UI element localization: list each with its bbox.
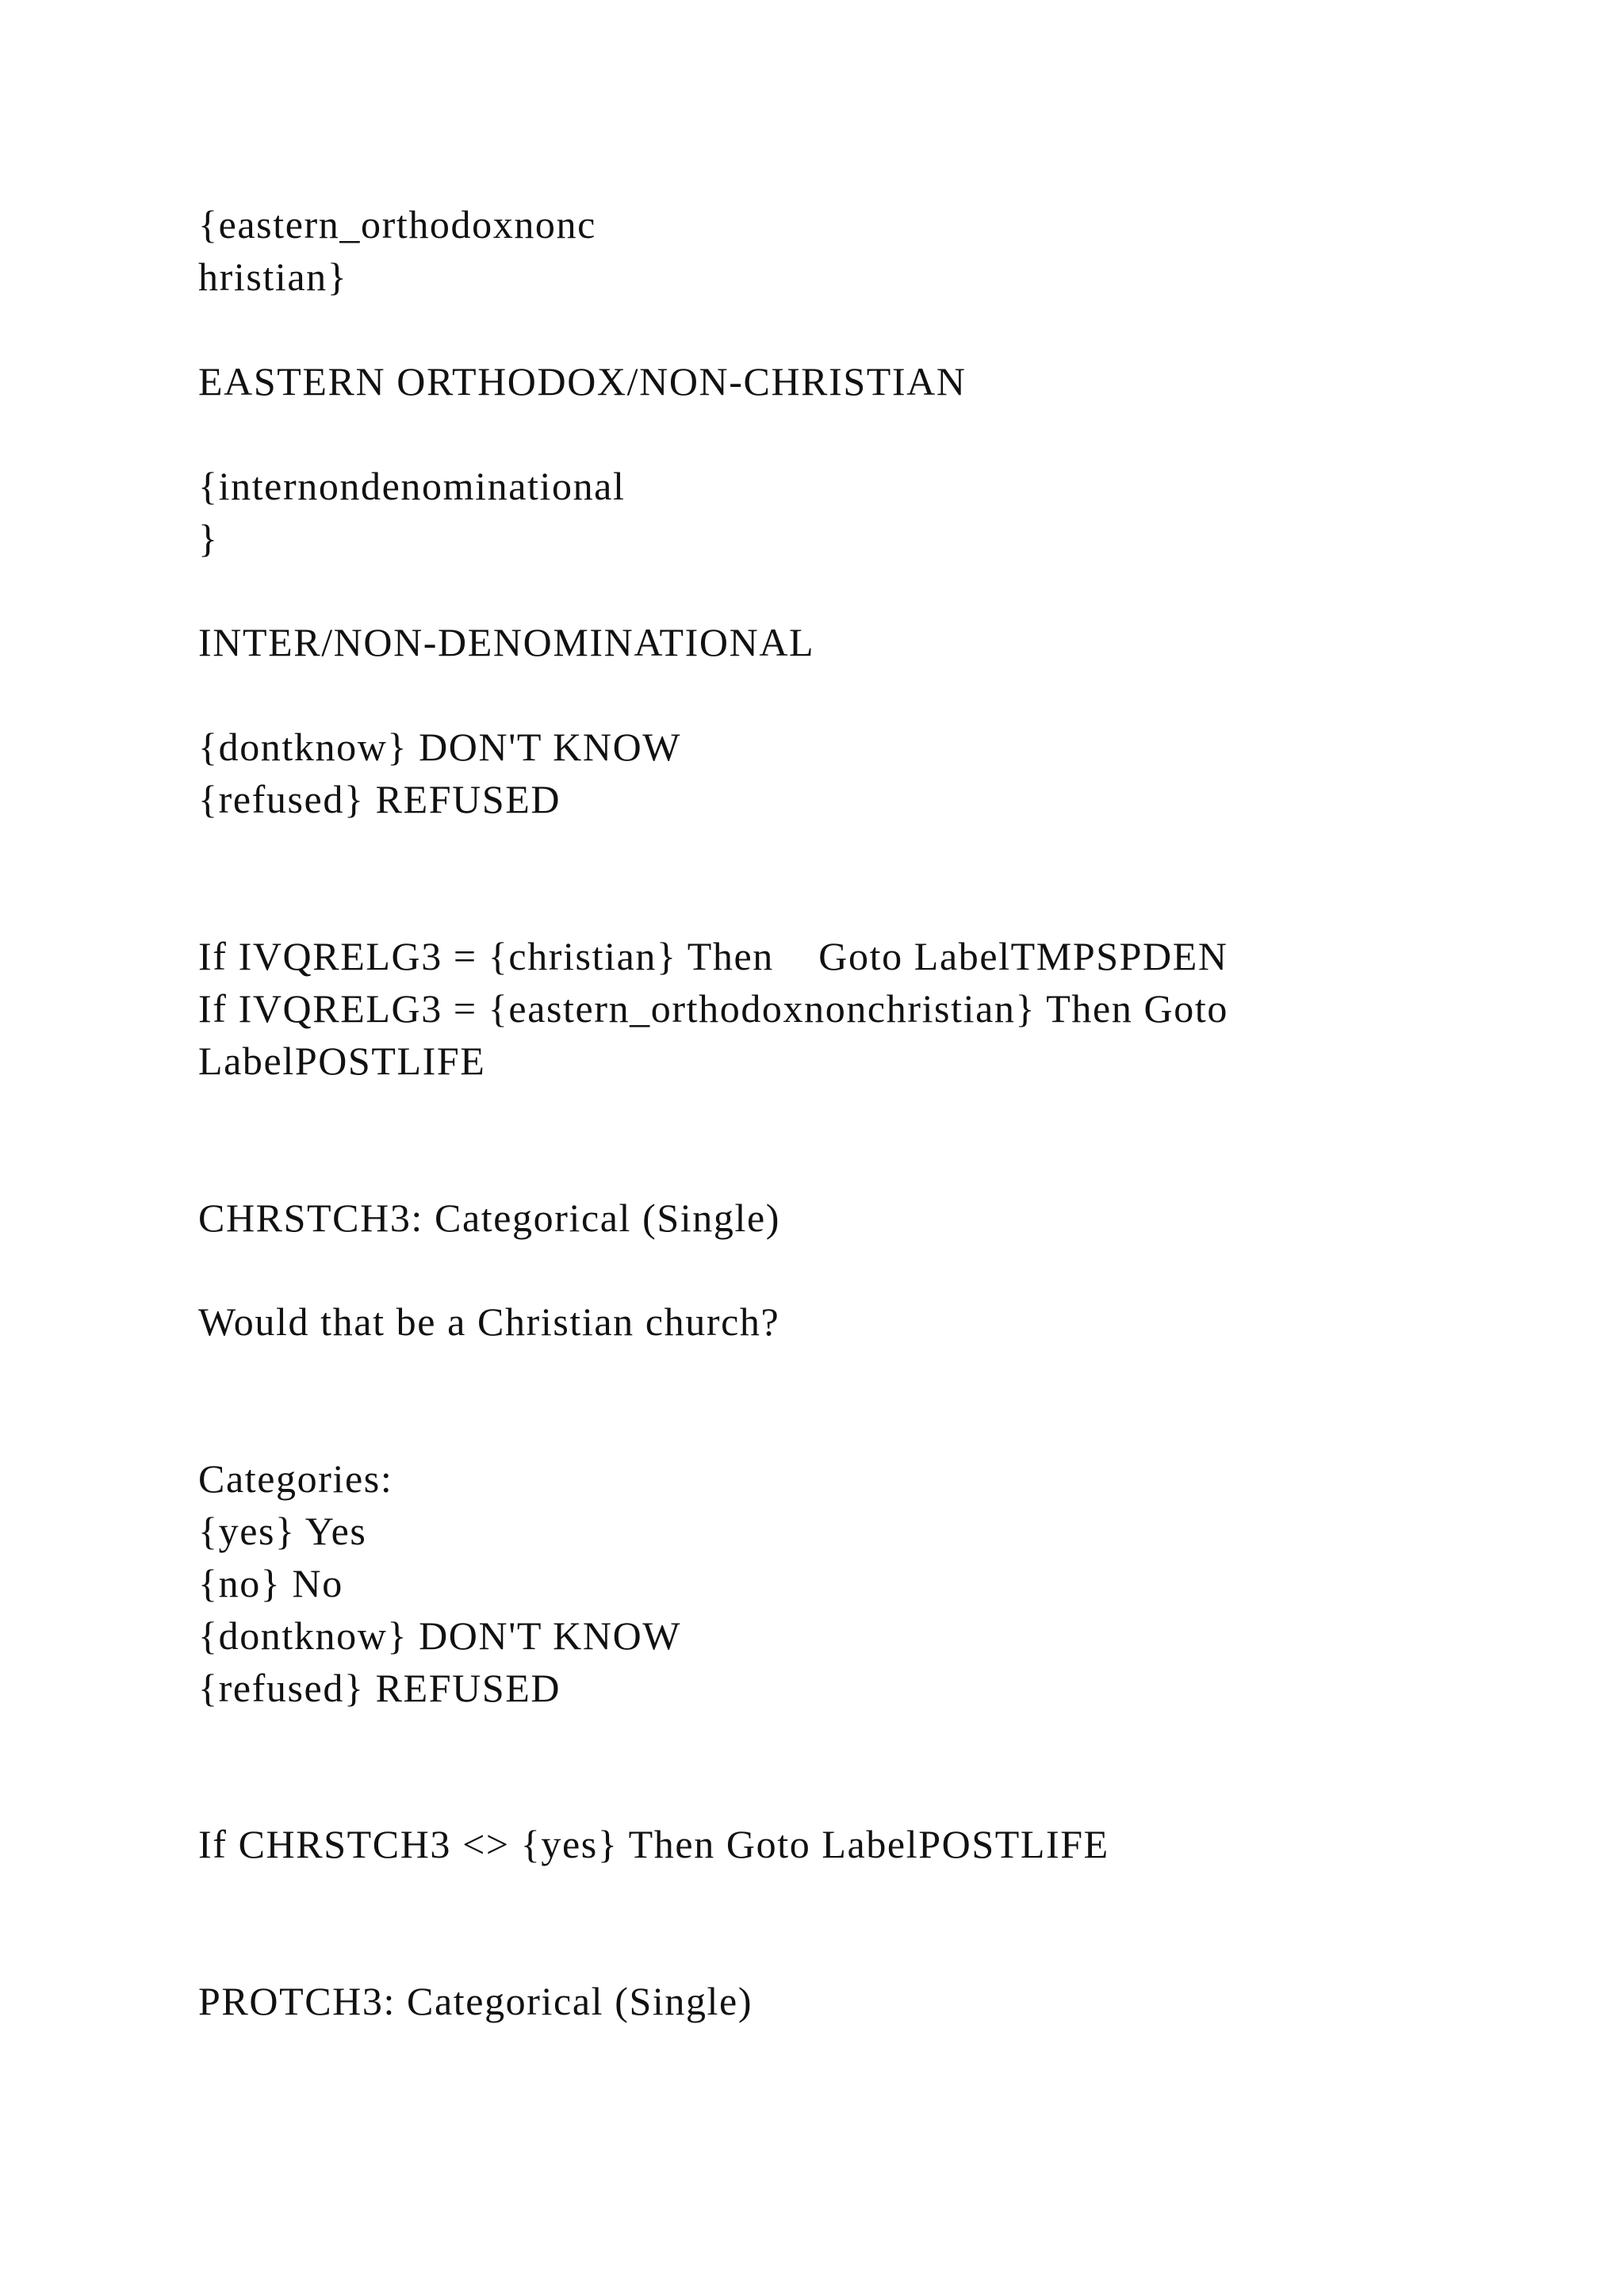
category-code-internondenominational-part1: {internondenominational (198, 464, 626, 508)
category-no: {no} No (198, 1561, 343, 1605)
category-code-eastern-orthodox-part1: {eastern_orthodoxnonc (198, 202, 596, 247)
skip-logic-chrstch3: If CHRSTCH3 <> {yes} Then Goto LabelPOSTLIFE (198, 1822, 1109, 1866)
skip-logic-eastern-orthodox-target: LabelPOSTLIFE (198, 1039, 486, 1083)
question-header-protch3: PROTCH3: Categorical (Single) (198, 1979, 753, 2023)
category-dontknow: {dontknow} DON'T KNOW (198, 725, 682, 769)
skip-logic-eastern-orthodox: If IVQRELG3 = {eastern_orthodoxnonchristian} Then Goto (198, 986, 1228, 1031)
category-code-internondenominational-part2: } (198, 516, 219, 561)
category-yes: {yes} Yes (198, 1509, 367, 1553)
category-refused: {refused} REFUSED (198, 1666, 561, 1710)
categories-header: Categories: (198, 1456, 393, 1501)
question-text-chrstch3: Would that be a Christian church? (198, 1299, 780, 1344)
category-label-eastern-orthodox: EASTERN ORTHODOX/NON-CHRISTIAN (198, 359, 967, 404)
category-label-internondenominational: INTER/NON-DENOMINATIONAL (198, 620, 815, 664)
question-header-chrstch3: CHRSTCH3: Categorical (Single) (198, 1196, 781, 1240)
category-code-eastern-orthodox-part2: hristian} (198, 254, 348, 299)
category-dontknow: {dontknow} DON'T KNOW (198, 1613, 682, 1658)
skip-logic-christian: If IVQRELG3 = {christian} Then Goto LabelTMPSPDEN (198, 934, 1228, 978)
category-refused: {refused} REFUSED (198, 777, 561, 821)
